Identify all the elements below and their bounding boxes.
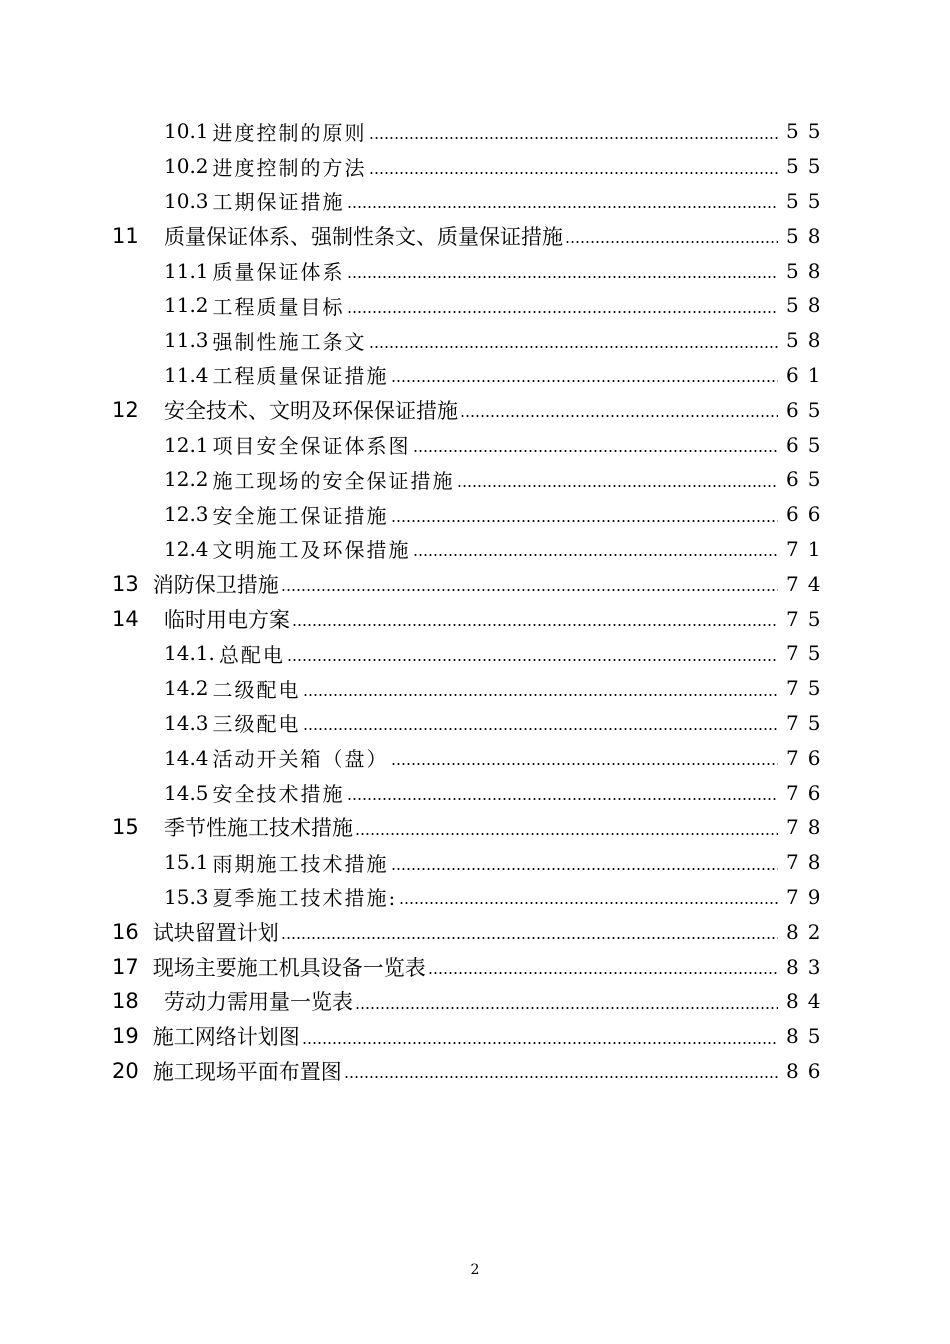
toc-entry-number: 14.4 bbox=[164, 745, 209, 770]
dot-leader bbox=[281, 937, 778, 939]
toc-entry-page: 58 bbox=[786, 293, 830, 318]
dot-leader bbox=[413, 450, 778, 452]
toc-entry[interactable] bbox=[0, 566, 950, 601]
dot-leader bbox=[303, 728, 778, 730]
dot-leader bbox=[391, 868, 778, 870]
toc-entry-title: 活动开关箱（盘） bbox=[212, 747, 389, 772]
dot-leader bbox=[347, 311, 778, 313]
dot-leader bbox=[303, 694, 778, 696]
toc-entry-title: 施工现场平面布置图 bbox=[152, 1059, 342, 1084]
toc-entry-title: 夏季施工技术措施: bbox=[212, 886, 398, 911]
table-of-contents bbox=[0, 114, 950, 1088]
toc-entry-page: 84 bbox=[786, 989, 830, 1014]
dot-leader bbox=[347, 798, 778, 800]
toc-entry-number: 12 bbox=[112, 397, 139, 422]
toc-entry[interactable] bbox=[0, 149, 950, 184]
toc-entry-page: 78 bbox=[786, 815, 830, 840]
toc-entry[interactable] bbox=[0, 949, 950, 984]
dot-leader bbox=[457, 485, 778, 487]
toc-entry-page: 55 bbox=[786, 154, 830, 179]
toc-entry-number: 13 bbox=[112, 571, 139, 596]
dot-leader bbox=[292, 624, 778, 626]
toc-entry[interactable] bbox=[0, 288, 950, 323]
toc-entry-page: 58 bbox=[786, 258, 830, 283]
toc-entry-title: 质量保证体系、强制性条文、质量保证措施 bbox=[164, 224, 563, 249]
toc-entry-number: 15.3 bbox=[164, 884, 209, 909]
toc-entry[interactable] bbox=[0, 845, 950, 880]
toc-entry[interactable] bbox=[0, 775, 950, 810]
toc-entry-number: 11.2 bbox=[164, 293, 209, 318]
toc-entry-title: 季节性施工技术措施 bbox=[164, 816, 353, 841]
toc-entry[interactable] bbox=[0, 984, 950, 1019]
toc-entry-page: 86 bbox=[786, 1058, 830, 1083]
toc-entry-number: 11.4 bbox=[164, 362, 209, 387]
toc-entry-number: 19 bbox=[112, 1024, 139, 1049]
toc-entry-title: 三级配电 bbox=[212, 712, 301, 737]
dot-leader bbox=[347, 276, 778, 278]
toc-entry-page: 75 bbox=[786, 710, 830, 735]
toc-entry-number: 11.1 bbox=[164, 258, 209, 283]
dot-leader bbox=[369, 346, 778, 348]
toc-entry-title: 劳动力需用量一览表 bbox=[164, 990, 353, 1015]
toc-entry-page: 75 bbox=[786, 676, 830, 701]
toc-entry-title: 安全技术措施 bbox=[212, 782, 345, 807]
toc-entry-number: 15 bbox=[112, 815, 139, 840]
toc-entry-title: 施工网络计划图 bbox=[152, 1025, 300, 1050]
toc-entry-number: 11.3 bbox=[164, 328, 209, 353]
toc-entry[interactable] bbox=[0, 601, 950, 636]
toc-entry-title: 雨期施工技术措施 bbox=[212, 851, 389, 876]
dot-leader bbox=[391, 380, 778, 382]
toc-entry-title: 工程质量保证措施 bbox=[212, 364, 389, 389]
toc-entry-page: 78 bbox=[786, 850, 830, 875]
toc-entry-number: 12.4 bbox=[164, 536, 209, 561]
dot-leader bbox=[355, 833, 778, 835]
toc-entry[interactable] bbox=[0, 358, 950, 393]
toc-entry-page: 76 bbox=[786, 745, 830, 770]
toc-entry-number: 17 bbox=[112, 954, 139, 979]
toc-entry[interactable] bbox=[0, 462, 950, 497]
toc-entry-page: 85 bbox=[786, 1024, 830, 1049]
toc-entry-number: 14.2 bbox=[164, 676, 209, 701]
toc-entry-title: 现场主要施工机具设备一览表 bbox=[152, 955, 426, 980]
dot-leader bbox=[355, 1007, 778, 1009]
toc-entry-title: 试块留置计划 bbox=[152, 920, 279, 945]
toc-entry-number: 10.1 bbox=[164, 119, 209, 144]
dot-leader bbox=[391, 520, 778, 522]
dot-leader bbox=[302, 1042, 778, 1044]
toc-entry-page: 65 bbox=[786, 397, 830, 422]
toc-entry[interactable] bbox=[0, 218, 950, 253]
toc-entry-page: 55 bbox=[786, 119, 830, 144]
toc-entry-title: 工期保证措施 bbox=[212, 190, 345, 215]
toc-entry[interactable] bbox=[0, 114, 950, 149]
toc-entry-number: 14.5 bbox=[164, 780, 209, 805]
toc-entry-page: 82 bbox=[786, 919, 830, 944]
toc-entry-title: 工程质量目标 bbox=[212, 294, 345, 319]
toc-entry[interactable] bbox=[0, 706, 950, 741]
toc-entry-number: 14.1. bbox=[164, 641, 215, 666]
toc-entry-number: 12.2 bbox=[164, 467, 209, 492]
toc-entry-title: 临时用电方案 bbox=[164, 607, 290, 632]
dot-leader bbox=[369, 172, 778, 174]
toc-entry-number: 10.2 bbox=[164, 154, 209, 179]
toc-entry-number: 14.3 bbox=[164, 710, 209, 735]
toc-entry-page: 75 bbox=[786, 606, 830, 631]
dot-leader bbox=[565, 241, 778, 243]
toc-entry-title: 文明施工及环保措施 bbox=[212, 538, 411, 563]
toc-entry[interactable] bbox=[0, 740, 950, 775]
toc-entry[interactable] bbox=[0, 323, 950, 358]
toc-entry-page: 75 bbox=[786, 641, 830, 666]
toc-entry-title: 项目安全保证体系图 bbox=[212, 434, 411, 459]
toc-entry-title: 安全施工保证措施 bbox=[212, 503, 389, 528]
dot-leader bbox=[460, 415, 778, 417]
toc-entry-title: 二级配电 bbox=[212, 677, 301, 702]
toc-entry[interactable] bbox=[0, 427, 950, 462]
dot-leader bbox=[369, 137, 778, 139]
toc-entry-page: 71 bbox=[786, 536, 830, 561]
toc-entry[interactable] bbox=[0, 497, 950, 532]
toc-entry-number: 18 bbox=[112, 989, 139, 1014]
toc-entry[interactable] bbox=[0, 914, 950, 949]
toc-entry-page: 61 bbox=[786, 362, 830, 387]
toc-entry[interactable] bbox=[0, 253, 950, 288]
page-number: 2 bbox=[470, 1262, 480, 1278]
toc-entry[interactable] bbox=[0, 1019, 950, 1054]
toc-entry-page: 76 bbox=[786, 780, 830, 805]
toc-entry-number: 16 bbox=[112, 919, 139, 944]
toc-entry-title: 强制性施工条文 bbox=[212, 329, 367, 354]
toc-entry[interactable] bbox=[0, 636, 950, 671]
toc-entry-page: 65 bbox=[786, 467, 830, 492]
dot-leader bbox=[344, 1076, 778, 1078]
toc-entry-number: 15.1 bbox=[164, 850, 209, 875]
toc-entry-number: 14 bbox=[112, 606, 139, 631]
dot-leader bbox=[281, 589, 778, 591]
toc-entry-page: 79 bbox=[786, 884, 830, 909]
toc-entry-number: 12.3 bbox=[164, 502, 209, 527]
dot-leader bbox=[347, 206, 778, 208]
toc-entry-title: 质量保证体系 bbox=[212, 260, 345, 285]
toc-entry-page: 65 bbox=[786, 432, 830, 457]
toc-entry-title: 安全技术、文明及环保保证措施 bbox=[164, 398, 458, 423]
toc-entry-title: 进度控制的原则 bbox=[212, 120, 367, 145]
toc-entry[interactable] bbox=[0, 880, 950, 915]
toc-entry[interactable] bbox=[0, 392, 950, 427]
toc-entry-page: 66 bbox=[786, 502, 830, 527]
toc-entry-title: 消防保卫措施 bbox=[152, 572, 279, 597]
dot-leader bbox=[391, 763, 778, 765]
toc-entry-title: 进度控制的方法 bbox=[212, 155, 367, 180]
toc-entry[interactable] bbox=[0, 532, 950, 567]
toc-entry-title: 总配电 bbox=[218, 642, 285, 667]
toc-entry-number: 20 bbox=[112, 1058, 139, 1083]
toc-entry-page: 58 bbox=[786, 328, 830, 353]
toc-entry[interactable] bbox=[0, 1054, 950, 1089]
toc-entry-number: 10.3 bbox=[164, 188, 209, 213]
toc-entry-number: 11 bbox=[112, 223, 139, 248]
toc-entry-page: 74 bbox=[786, 571, 830, 596]
toc-entry-page: 55 bbox=[786, 188, 830, 213]
toc-entry-title: 施工现场的安全保证措施 bbox=[212, 468, 455, 493]
toc-entry-page: 58 bbox=[786, 223, 830, 248]
dot-leader bbox=[413, 554, 778, 556]
toc-entry-page: 83 bbox=[786, 954, 830, 979]
dot-leader bbox=[428, 972, 778, 974]
dot-leader bbox=[287, 659, 778, 661]
toc-entry-number: 12.1 bbox=[164, 432, 209, 457]
toc-entry[interactable] bbox=[0, 184, 950, 219]
toc-entry[interactable] bbox=[0, 671, 950, 706]
dot-leader bbox=[399, 902, 778, 904]
toc-entry[interactable] bbox=[0, 810, 950, 845]
